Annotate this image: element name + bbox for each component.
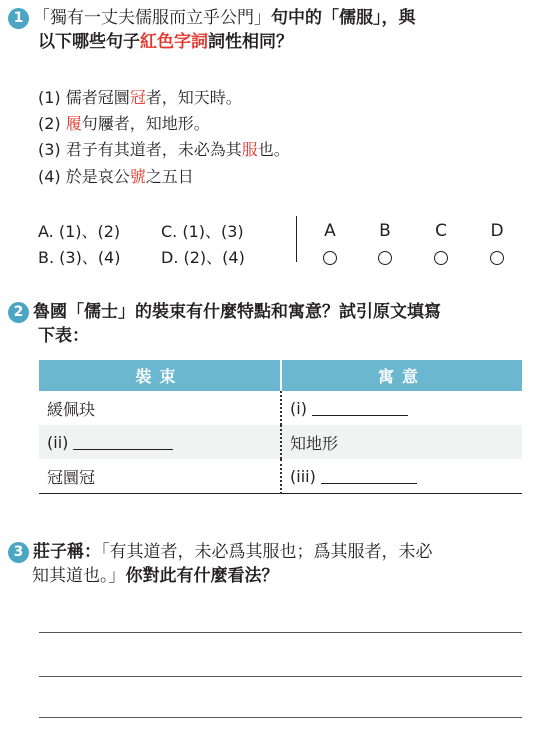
question-number-badge: 3	[8, 542, 29, 563]
table-cell: 冠圜冠	[39, 459, 281, 494]
choice-a: A. (1)、(2)	[38, 222, 121, 241]
table-cell: (i)	[281, 391, 522, 425]
answer-blank[interactable]	[73, 435, 173, 450]
question-2-line-1	[8, 300, 533, 324]
answer-line[interactable]	[39, 676, 522, 677]
answer-radio-b[interactable]	[378, 251, 392, 265]
answer-blank[interactable]	[312, 401, 408, 416]
question-text: 詞性相同？	[208, 32, 293, 52]
table-row	[39, 459, 522, 494]
quote-text: 知其道也。」	[32, 566, 126, 586]
question-text: 你對此有什麼看法？	[125, 566, 279, 586]
table-header-meaning: 寓意	[281, 360, 522, 391]
divider	[296, 216, 297, 262]
option-1: (1) 儒者冠圜冠者，知天時。	[38, 88, 242, 107]
table-cell: (ii)	[39, 425, 281, 459]
table-row	[39, 391, 522, 425]
highlight-text: 紅色字詞	[140, 32, 208, 52]
question-1-line-1	[8, 6, 533, 30]
question-3	[8, 540, 533, 588]
question-2	[8, 300, 533, 348]
question-3-line-1	[8, 540, 533, 564]
table-cell: (iii)	[281, 459, 522, 494]
choice-d: D. (2)、(4)	[161, 248, 245, 267]
question-1	[8, 6, 533, 54]
quote-text: 「獨有一丈夫儒服而立乎公門」	[33, 8, 271, 28]
question-text: 莊子稱：	[33, 542, 101, 562]
table-header-row	[39, 360, 522, 391]
option-3: (3) 君子有其道者，未必為其服也。	[38, 140, 290, 159]
option-4: (4) 於是哀公號之五日	[38, 167, 194, 186]
choice-c: C. (1)、(3)	[161, 222, 244, 241]
table-header-costume: 裝束	[39, 360, 281, 391]
question-3-line-2	[8, 564, 533, 588]
question-text: 以下哪些句子	[38, 32, 140, 52]
answer-blank[interactable]	[321, 469, 417, 484]
answer-label-a: A	[324, 221, 336, 241]
table-cell: 知地形	[281, 425, 522, 459]
choice-b: B. (3)、(4)	[38, 248, 121, 267]
question-text: 句中的「儒服」，與	[271, 8, 416, 28]
question-number-badge: 2	[8, 302, 29, 323]
table-cell: 緩佩玦	[47, 399, 96, 419]
costume-table	[39, 360, 522, 494]
answer-label-d: D	[490, 221, 504, 241]
answer-radio-a[interactable]	[323, 251, 337, 265]
table-row	[39, 425, 522, 459]
question-text: 魯國「儒士」的裝束有什麼特點和寓意？試引原文填寫	[33, 302, 441, 322]
answer-line[interactable]	[39, 632, 522, 633]
question-1-line-2	[8, 30, 533, 54]
question-number-badge: 1	[8, 8, 29, 29]
question-2-line-2: 下表：	[38, 326, 89, 346]
answer-line[interactable]	[39, 717, 522, 718]
answer-radio-d[interactable]	[490, 251, 504, 265]
option-2: (2) 履句屨者，知地形。	[38, 114, 210, 133]
answer-label-b: B	[379, 221, 391, 241]
answer-label-c: C	[435, 221, 447, 241]
quote-text: 「有其道者，未必爲其服也；爲其服者，未必	[101, 542, 433, 562]
answer-radio-c[interactable]	[434, 251, 448, 265]
